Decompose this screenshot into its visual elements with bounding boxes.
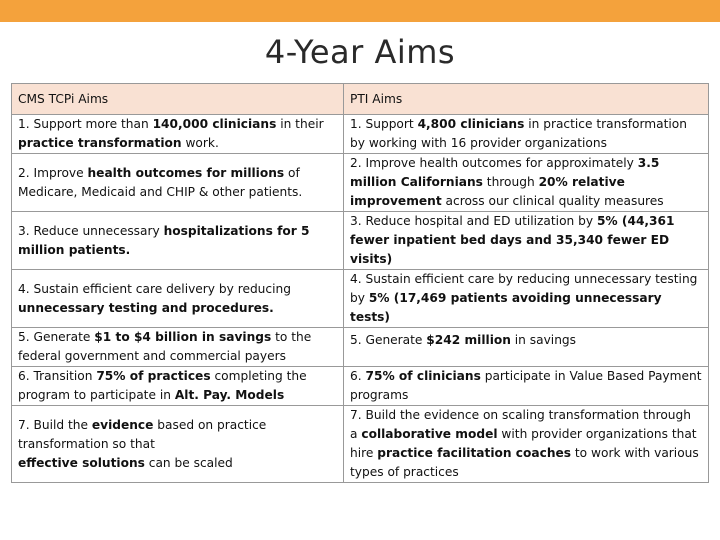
- aim-text: through: [482, 175, 539, 189]
- aim-text-bold: unnecessary testing and procedures.: [18, 300, 274, 315]
- aim-text: work.: [181, 136, 219, 150]
- aim-text: 4. Sustain efficient care by reducing unnecessary testing by: [350, 272, 698, 305]
- pti-aim-cell: [344, 270, 709, 328]
- pti-aim-cell: [344, 154, 709, 212]
- aim-text-bold: 5% (17,469 patients avoiding unnecessary tests): [350, 291, 662, 324]
- aim-text-bold: evidence: [91, 417, 154, 432]
- aim-text: based on practice transformation so that: [18, 417, 267, 451]
- header-pti-aims: PTI Aims: [344, 84, 709, 115]
- aim-text: 1. Support more than: [18, 117, 153, 131]
- aim-text: across our clinical quality measures: [441, 194, 664, 208]
- aim-text: 3. Reduce unnecessary: [18, 223, 164, 238]
- header-cms-tcpi-aims: CMS TCPi Aims: [12, 84, 344, 115]
- aim-text-bold: $1 to $4 billion in savings: [94, 330, 272, 344]
- table-header-row: [12, 84, 709, 115]
- cms-aim-cell: [12, 270, 344, 328]
- aim-text-bold: Alt. Pay. Models: [174, 388, 285, 402]
- cms-aim-cell: [12, 367, 344, 406]
- cms-aim-cell: [12, 212, 344, 270]
- cms-aim-cell: [12, 406, 344, 483]
- aim-text-bold: practice transformation: [18, 136, 182, 150]
- aim-text-bold: effective solutions: [18, 455, 145, 470]
- aim-text-bold: practice facilitation coaches: [377, 446, 572, 460]
- aim-text: 7. Build the: [18, 417, 92, 432]
- accent-top-bar: [0, 0, 720, 22]
- pti-aim-cell: [344, 115, 709, 154]
- table-row: [12, 406, 709, 483]
- aim-text-bold: 5% (44,361 fewer inpatient bed days and 35,340 fewer ED visits): [350, 214, 675, 266]
- table-row: [12, 367, 709, 406]
- table-row: [12, 212, 709, 270]
- table-row: [12, 328, 709, 367]
- table-row: [12, 115, 709, 154]
- pti-aim-cell: [344, 367, 709, 406]
- aim-text-bold: 75% of practices: [96, 369, 211, 383]
- aim-text: 7. Build the evidence on scaling transformation through a: [350, 408, 691, 441]
- pti-aim-cell: [344, 406, 709, 483]
- aim-text-bold: 20% relative improvement: [350, 175, 625, 208]
- aim-text-bold: health outcomes for millions: [87, 165, 285, 180]
- pti-aim-cell: [344, 328, 709, 367]
- cms-aim-cell: [12, 115, 344, 154]
- aim-text: 1. Support: [350, 117, 418, 131]
- aim-text: 4. Sustain efficient care delivery by reducing: [18, 281, 291, 296]
- aim-text-bold: 3.5 million Californians: [350, 156, 660, 189]
- aim-text: to work with various types of practices: [350, 446, 699, 479]
- aim-text: in savings: [510, 333, 577, 347]
- table-row: [12, 270, 709, 328]
- pti-aim-cell: [344, 212, 709, 270]
- aim-text-bold: 140,000 clinicians: [152, 117, 277, 131]
- table-row: [12, 154, 709, 212]
- aim-text: to the federal government and commercial payers: [18, 330, 312, 363]
- aims-table: [11, 83, 709, 483]
- aim-text: in practice transformation by working with 16 provider organizations: [350, 117, 687, 150]
- aim-text: of Medicare, Medicaid and CHIP & other patients.: [18, 165, 303, 199]
- aim-text: 6.: [350, 369, 366, 383]
- aim-text: 2. Improve: [18, 165, 88, 180]
- cms-aim-cell: [12, 328, 344, 367]
- aim-text: completing the program to participate in: [18, 369, 307, 402]
- aim-text: with provider organizations that hire: [350, 427, 697, 460]
- aim-text: can be scaled: [144, 455, 233, 470]
- aim-text-bold: 75% of clinicians: [365, 369, 481, 383]
- aim-text-bold: $242 million: [426, 333, 511, 347]
- aim-text: 3. Reduce hospital and ED utilization by: [350, 214, 597, 228]
- slide-title: 4-Year Aims: [264, 33, 456, 71]
- aim-text-bold: 4,800 clinicians: [417, 117, 525, 131]
- aims-table-body: [12, 115, 709, 483]
- aim-text: 5. Generate: [18, 330, 95, 344]
- aim-text-bold: hospitalizations for 5 million patients.: [18, 223, 310, 257]
- cms-aim-cell: [12, 154, 344, 212]
- aim-text: 6. Transition: [18, 369, 97, 383]
- aim-text: 5. Generate: [350, 333, 427, 347]
- aim-text: participate in Value Based Payment programs: [350, 369, 702, 402]
- aim-text-bold: collaborative model: [361, 427, 498, 441]
- aim-text: 2. Improve health outcomes for approximately: [350, 156, 638, 170]
- aim-text: in their: [276, 117, 324, 131]
